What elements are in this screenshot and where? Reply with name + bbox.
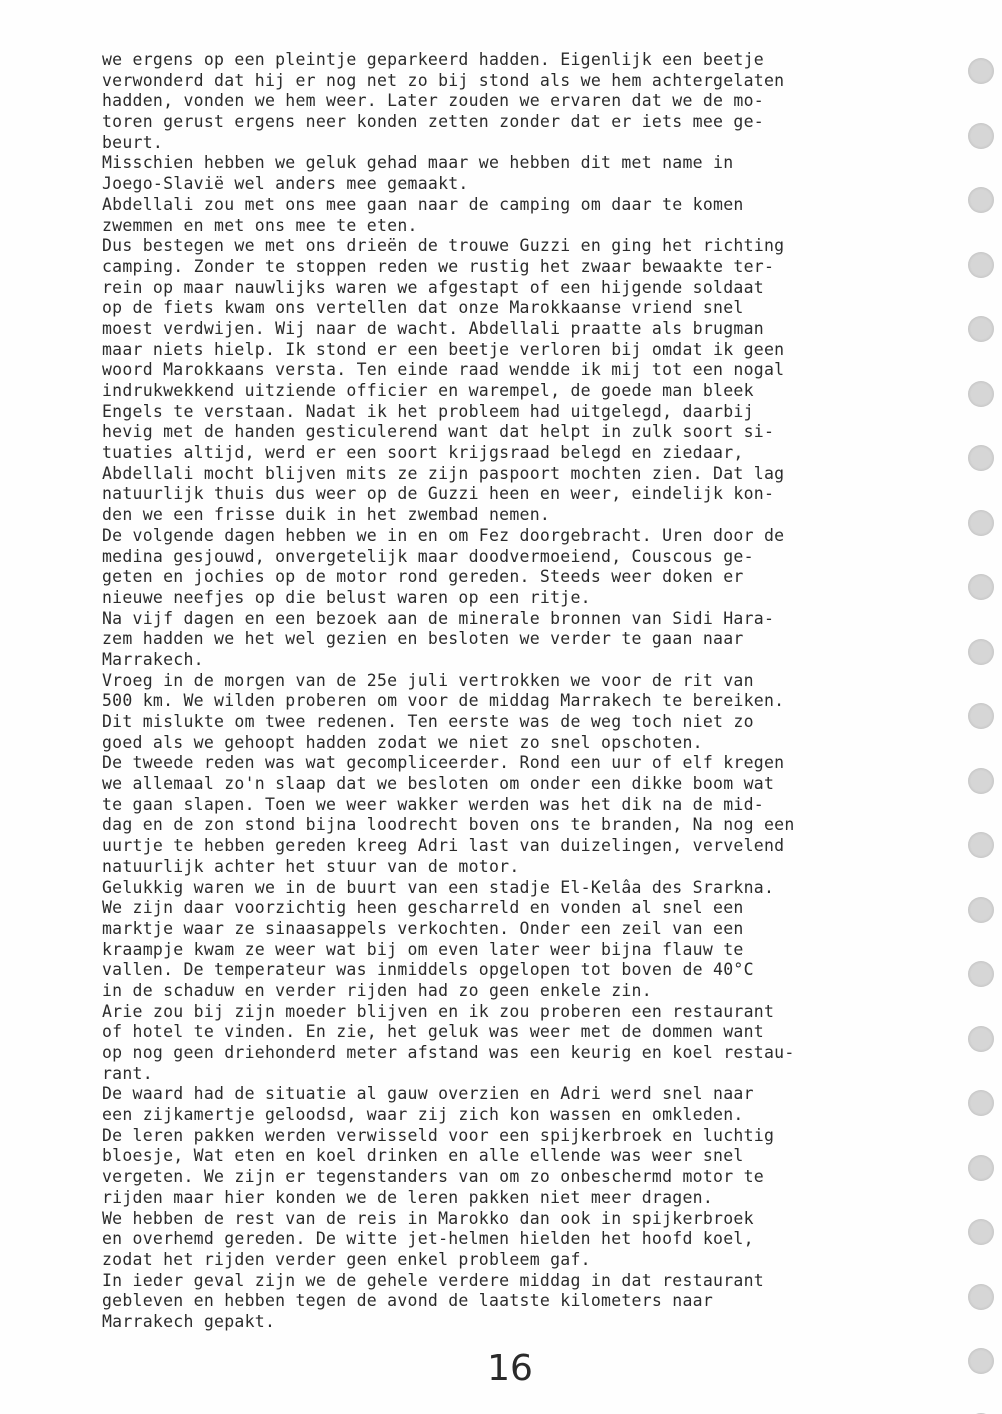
punch-hole: [968, 1348, 994, 1374]
punch-hole: [968, 316, 994, 342]
text-line: De volgende dagen hebben we in en om Fez doorgebracht. Uren door de: [102, 525, 785, 545]
text-line: Abdellali mocht blijven mits ze zijn paspoort mochten zien. Dat lag: [102, 463, 785, 483]
text-line: We hebben de rest van de reis in Marokko dan ook in spijkerbroek: [102, 1208, 754, 1228]
text-line: en overhemd gereden. De witte jet-helmen hielden het hoofd koel,: [102, 1229, 754, 1249]
punch-hole: [968, 1155, 994, 1181]
punch-hole: [968, 187, 994, 213]
text-line: Vroeg in de morgen van de 25e juli vertrokken we voor de rit van: [102, 670, 754, 690]
text-line: zwemmen en met ons mee te eten.: [102, 215, 418, 235]
text-line: maar niets hielp. Ik stond er een beetje verloren bij omdat ik geen: [102, 339, 785, 359]
text-line: beurt.: [102, 132, 164, 152]
text-line: rein op maar nauwlijks waren we afgestapt of een hijgende soldaat: [102, 277, 764, 297]
text-line: De leren pakken werden verwisseld voor een spijkerbroek en luchtig: [102, 1125, 775, 1145]
binding-holes: [958, 0, 1002, 1414]
text-line: Dit mislukte om twee redenen. Ten eerste was de weg toch niet zo: [102, 712, 754, 731]
punch-hole: [968, 1284, 994, 1310]
text-line: De waard had de situatie al gauw overzien en Adri werd snel naar: [102, 1084, 754, 1104]
text-line: hadden, vonden we hem weer. Later zouden we ervaren dat we de mo-: [102, 91, 764, 111]
text-line: marktje waar ze sinaasappels verkochten. Onder een zeil van een: [102, 918, 744, 938]
body-text: [102, 50, 942, 1333]
punch-hole: [968, 1219, 994, 1245]
text-line: nieuwe neefjes op die belust waren op een ritje.: [102, 587, 591, 607]
text-line: in de schaduw en verder rijden had zo geen enkele zin.: [102, 980, 652, 1000]
punch-hole: [968, 961, 994, 987]
text-line: kraampje kwam ze weer wat bij om even later weer bijna flauw te: [102, 939, 744, 959]
text-line: vallen. De temperateur was inmiddels opgelopen tot boven de 40°C: [102, 960, 754, 980]
text-line: woord Marokkaans versta. Ten einde raad wendde ik mij tot een nogal: [102, 360, 785, 380]
text-line: camping. Zonder te stoppen reden we rustig het zwaar bewaakte ter-: [102, 256, 775, 276]
text-line: rant.: [102, 1063, 153, 1083]
text-line: gebleven en hebben tegen de avond de laatste kilometers naar: [102, 1291, 714, 1311]
text-line: toren gerust ergens neer konden zetten zonder dat er iets mee ge-: [102, 112, 764, 132]
text-line: Marrakech gepakt.: [102, 1311, 276, 1331]
text-line: Engels te verstaan. Nadat ik het probleem had uitgelegd, daarbij: [102, 401, 754, 421]
text-line: We zijn daar voorzichtig heen gescharreld en vonden al snel een: [102, 898, 744, 918]
text-line: we ergens op een pleintje geparkeerd hadden. Eigenlijk een beetje: [102, 50, 764, 69]
text-line: zodat het rijden verder geen enkel probleem gaf.: [102, 1249, 591, 1269]
punch-hole: [968, 1026, 994, 1052]
text-line: Dus bestegen we met ons drieën de trouwe Guzzi en ging het richting: [102, 236, 785, 256]
text-line: te gaan slapen. Toen we weer wakker werden was het dik na de mid-: [102, 794, 764, 814]
text-line: op de fiets kwam ons vertellen dat onze Marokkaanse vriend snel: [102, 298, 744, 318]
punch-hole: [968, 381, 994, 407]
punch-hole: [968, 832, 994, 858]
punch-hole: [968, 123, 994, 149]
text-line: zem hadden we het wel gezien en besloten we verder te gaan naar: [102, 629, 744, 649]
page-number: 16: [487, 1348, 533, 1389]
punch-hole: [968, 510, 994, 536]
punch-hole: [968, 768, 994, 794]
text-line: medina gesjouwd, onvergetelijk maar doodvermoeiend, Couscous ge-: [102, 546, 754, 566]
text-line: goed als we gehoopt hadden zodat we niet zo snel opschoten.: [102, 732, 703, 752]
punch-hole: [968, 1090, 994, 1116]
punch-hole: [968, 897, 994, 923]
punch-hole: [968, 703, 994, 729]
punch-hole: [968, 639, 994, 665]
text-line: hevig met de handen gesticulerend want dat helpt in zulk soort si-: [102, 422, 775, 442]
text-line: uurtje te hebben gereden kreeg Adri last van duizelingen, vervelend: [102, 836, 785, 856]
text-line: natuurlijk achter het stuur van de motor.: [102, 856, 520, 876]
punch-hole: [968, 445, 994, 471]
text-line: Abdellali zou met ons mee gaan naar de camping om daar te komen: [102, 194, 744, 214]
text-line: Arie zou bij zijn moeder blijven en ik zou proberen een restaurant: [102, 1001, 775, 1021]
text-line: dag en de zon stond bijna loodrecht boven ons te branden, Na nog een: [102, 815, 795, 835]
text-line: Misschien hebben we geluk gehad maar we hebben dit met name in: [102, 153, 734, 173]
text-line: geten en jochies op de motor rond gereden. Steeds weer doken er: [102, 567, 744, 587]
text-line: vergeten. We zijn er tegenstanders van om zo onbeschermd motor te: [102, 1167, 764, 1187]
text-line: of hotel te vinden. En zie, het geluk was weer met de dommen want: [102, 1022, 764, 1042]
text-line: 500 km. We wilden proberen om voor de middag Marrakech te bereiken.: [102, 691, 785, 711]
text-line: Marrakech.: [102, 649, 204, 669]
text-line: Gelukkig waren we in de buurt van een stadje El-Kelâa des Srarkna.: [102, 877, 775, 897]
text-line: op nog geen driehonderd meter afstand was een keurig en koel restau-: [102, 1043, 795, 1062]
text-line: moest verdwijen. Wij naar de wacht. Abdellali praatte als brugman: [102, 318, 764, 338]
text-line: een zijkamertje geloodsd, waar zij zich kon wassen en omkleden.: [102, 1105, 744, 1125]
text-line: tuaties altijd, werd er een soort krijgsraad belegd en ziedaar,: [102, 443, 744, 463]
punch-hole: [968, 252, 994, 278]
text-line: we allemaal zo'n slaap dat we besloten om onder een dikke boom wat: [102, 774, 775, 794]
punch-hole: [968, 58, 994, 84]
text-line: indrukwekkend uitziende officier en warempel, de goede man bleek: [102, 381, 754, 400]
text-line: De tweede reden was wat gecompliceerder. Rond een uur of elf kregen: [102, 753, 785, 773]
text-line: Na vijf dagen en een bezoek aan de minerale bronnen van Sidi Hara-: [102, 608, 775, 628]
text-line: Joego-Slavië wel anders mee gemaakt.: [102, 174, 469, 194]
text-line: In ieder geval zijn we de gehele verdere middag in dat restaurant: [102, 1270, 764, 1290]
text-line: den we een frisse duik in het zwembad nemen.: [102, 505, 551, 525]
text-line: bloesje, Wat eten en koel drinken en alle ellende was weer snel: [102, 1146, 744, 1166]
text-line: rijden maar hier konden we de leren pakken niet meer dragen.: [102, 1187, 714, 1207]
text-line: natuurlijk thuis dus weer op de Guzzi heen en weer, eindelijk kon-: [102, 484, 775, 504]
punch-hole: [968, 574, 994, 600]
text-line: verwonderd dat hij er nog net zo bij stond als we hem achtergelaten: [102, 70, 785, 90]
